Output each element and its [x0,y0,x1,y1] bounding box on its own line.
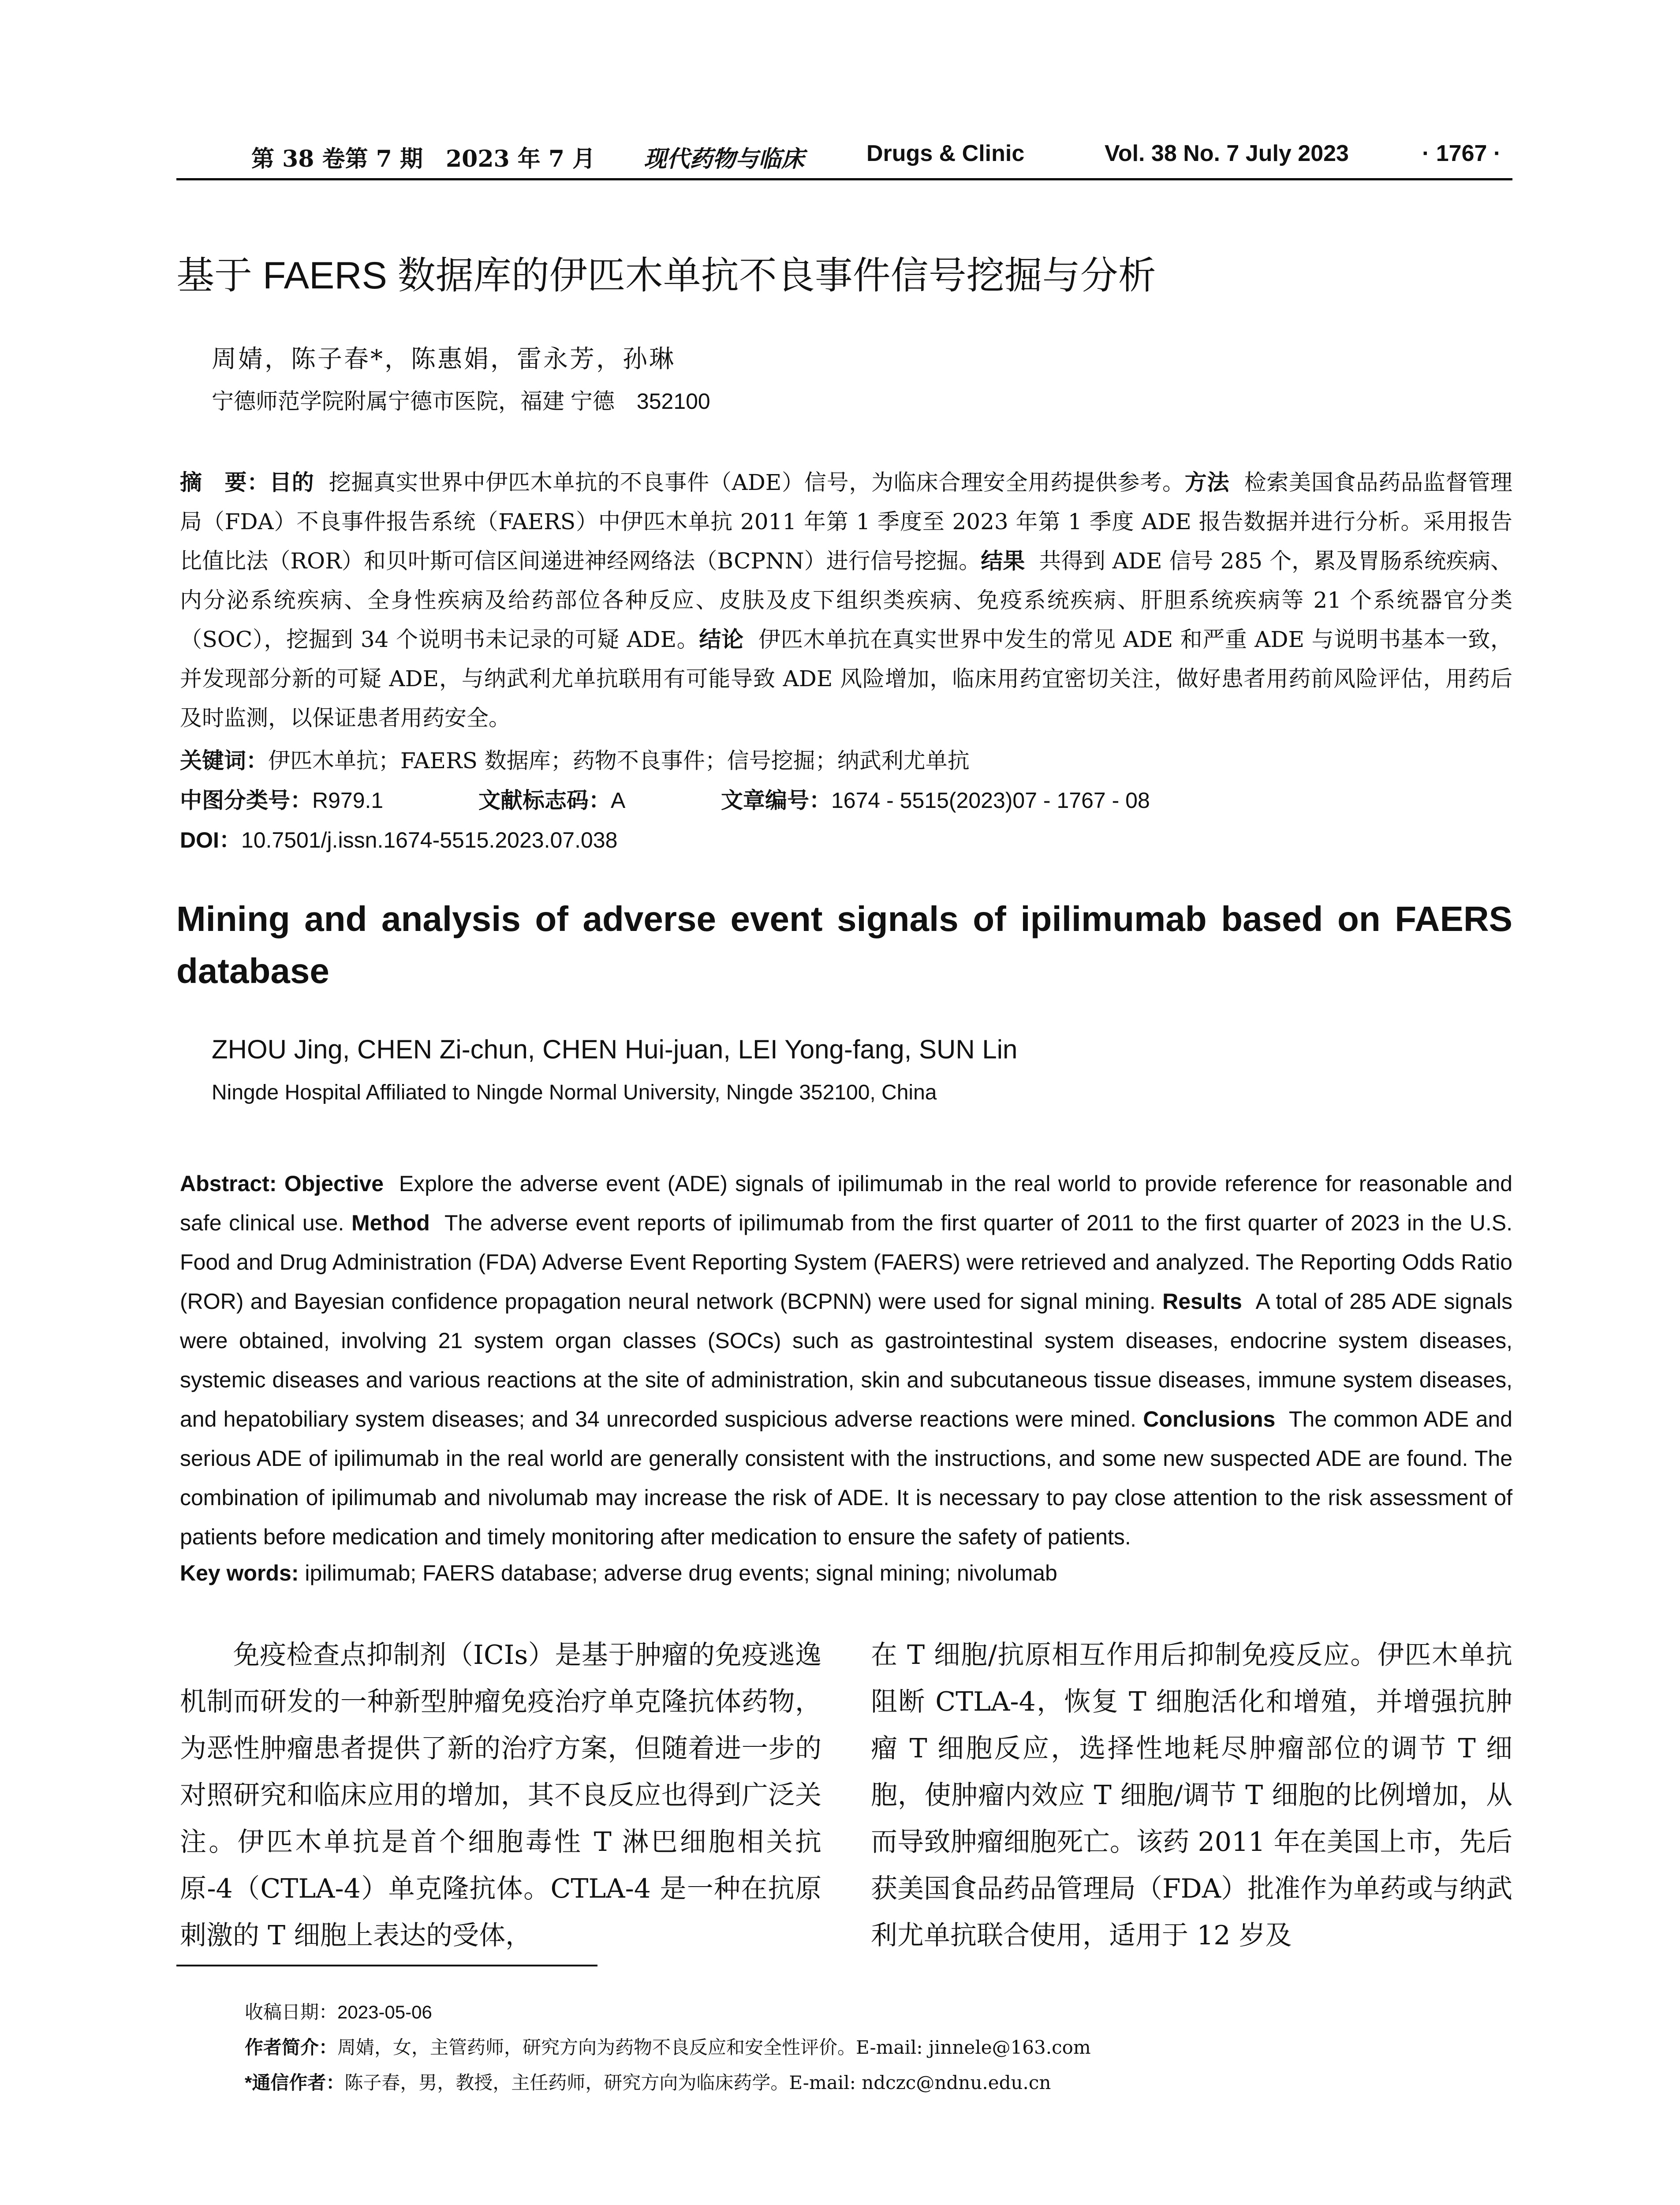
doi-value: 10.7501/j.issn.1674-5515.2023.07.038 [241,828,618,852]
author-bio-label: 作者简介： [245,2037,338,2058]
footnote-author [245,2033,1091,2059]
header-volume-cn: 第 38 卷第 7 期 2023 年 7 月 [251,146,596,172]
abstract-en-method-label: Method [351,1211,430,1235]
abstract-en-conclusion: The common ADE and serious ADE of ipilimumab in the real world are generally consistent with the instructions, and some new suspected ADE are found. The combination of ipilimumab and nivolumab may increase the risk of ADE. It is necessary to pay close attention to the risk assessment of patients before medication and timely monitoring after medication to ensure the safety of patients. [180,1407,1512,1549]
abstract-en [180,1164,1512,1557]
abstract-en-results-label: Results [1162,1289,1242,1314]
keywords-cn: 伊匹木单抗；FAERS 数据库；药物不良事件；信号挖掘；纳武利尤单抗 [268,748,970,774]
abstract-cn-conclusion: 伊匹木单抗在真实世界中发生的常见 ADE 和严重 ADE 与说明书基本一致，并发现部分新的可疑 ADE，与纳武利尤单抗联用有可能导致 ADE 风险增加，临床用药宜密切关注，做好患者用药前风险评估，用药后及时监测，以保证患者用药安全。 [180,627,1512,731]
keywords-en-line [180,1560,1057,1586]
author-bio: 周婧，女，主管药师，研究方向为药物不良反应和安全性评价。E-mail: jinnele@163.com [337,2037,1091,2058]
article-number-label: 文章编号： [721,788,831,813]
header-page-number: · 1767 · [1422,141,1501,166]
abstract-en-results: A total of 285 ADE signals were obtained, involving 21 system organ classes (SOCs) such as gastrointestinal system diseases, endocrine system diseases, systemic diseases and various reactions at the site of administration, skin and subcutaneous tissue diseases, immune system diseases, and hepatobiliary system diseases; and 34 unrecorded suspicious adverse reactions were mined. [180,1289,1512,1431]
article-number-line [721,783,1150,815]
classification-line [180,783,383,815]
abstract-cn-results-label: 结果 [981,549,1025,573]
abstract-en-objective-label: Objective [284,1171,384,1196]
header-volume-en: Vol. 38 No. 7 July 2023 [1105,141,1349,166]
header-rule [176,178,1512,180]
corresponding-author: 陈子春，男，教授，主任药师，研究方向为临床药学。E-mail: ndczc@ndnu.edu.cn [344,2072,1051,2093]
keywords-en: ipilimumab; FAERS database; adverse drug events; signal mining; nivolumab [305,1561,1057,1585]
keywords-en-label: Key words: [180,1561,299,1585]
abstract-cn-results: 共得到 ADE 信号 285 个，累及胃肠系统疾病、内分泌系统疾病、全身性疾病及给药部位各种反应、皮肤及皮下组织类疾病、免疫系统疾病、肝胆系统疾病等 21 个系统器官分类（SOC），挖掘到 34 个说明书未记录的可疑 ADE。 [180,548,1512,652]
abstract-cn-conclusion-label: 结论 [699,627,744,652]
affiliation-cn: 宁德师范学院附属宁德市医院，福建 宁德 352100 [212,389,710,414]
received-date: 2023-05-06 [337,2002,432,2022]
footnote-corresponding [245,2068,1051,2095]
abstract-en-method: The adverse event reports of ipilimumab from the first quarter of 2011 to the first quarter of 2023 in the U.S. Food and Drug Administration (FDA) Adverse Event Reporting System (FAERS) were retrieved and analyzed. The Reporting Odds Ratio (ROR) and Bayesian confidence propagation neural network (BCPNN) were used for signal mining. [180,1211,1512,1314]
authors-cn: 周婧，陈子春*，陈惠娟，雷永芳，孙琳 [212,345,676,374]
authors-en: ZHOU Jing, CHEN Zi-chun, CHEN Hui-juan, LEI Yong-fang, SUN Lin [212,1035,1018,1064]
abstract-cn-objective-label: 目的 [269,470,314,495]
doi-label: DOI： [180,828,241,852]
body-left-text: 免疫检查点抑制剂（ICIs）是基于肿瘤的免疫逃逸机制而研发的一种新型肿瘤免疫治疗单克隆抗体药物，为恶性肿瘤患者提供了新的治疗方案，但随着进一步的对照研究和临床应用的增加，其不良反应也得到广泛关注。伊匹木单抗是首个细胞毒性 T 淋巴细胞相关抗原-4（CTLA-4）单克隆抗体。CTLA-4 是一种在抗原刺激的 T 细胞上表达的受体， [180,1640,821,1951]
clc-value: R979.1 [312,788,384,813]
clc-label: 中图分类号： [180,788,312,813]
abstract-cn-method: 检索美国食品药品监督管理局（FDA）不良事件报告系统（FAERS）中伊匹木单抗 2011 年第 1 季度至 2023 年第 1 季度 ADE 报告数据并进行分析。采用报告比值比法（ROR）和贝叶斯可信区间递进神经网络法（BCPNN）进行信号挖掘。 [180,470,1513,574]
abstract-cn [180,463,1512,738]
article-number-value: 1674 - 5515(2023)07 - 1767 - 08 [831,788,1150,813]
body-right-text: 在 T 细胞/抗原相互作用后抑制免疫反应。伊匹木单抗阻断 CTLA-4，恢复 T 细胞活化和增殖，并增强抗肿瘤 T 细胞反应，选择性地耗尽肿瘤部位的调节 T 细胞，使肿瘤内效应 T 细胞/调节 T 细胞的比例增加，从而导致肿瘤细胞死亡。该药 2011 年在美国上市，先后获美国食品药品管理局（FDA）批准作为单药或与纳武利尤单抗联合使用，适用于 12 岁及 [871,1640,1512,1951]
title-cn: 基于 FAERS 数据库的伊匹木单抗不良事件信号挖掘与分析 [176,254,1156,297]
doc-code-label: 文献标志码： [478,788,611,813]
header-journal-cn: 现代药物与临床 [644,146,805,172]
body-column-left [180,1632,821,1959]
doi-line [180,822,617,854]
footnote-rule [176,1965,597,1966]
abstract-cn-objective: 挖掘真实世界中伊匹木单抗的不良事件（ADE）信号，为临床合理安全用药提供参考。 [329,470,1185,495]
received-label: 收稿日期： [245,2002,338,2022]
abstract-cn-method-label: 方法 [1184,470,1230,495]
body-column-right [871,1632,1512,1959]
affiliation-en: Ningde Hospital Affiliated to Ningde Normal University, Ningde 352100, China [212,1081,937,1104]
abstract-en-objective: Explore the adverse event (ADE) signals of ipilimumab in the real world to provide reference for reasonable and safe clinical use. [180,1171,1512,1235]
header-journal-en: Drugs & Clinic [866,141,1025,166]
doc-code-value: A [611,788,626,813]
abstract-cn-label: 摘 要： [180,470,270,495]
keywords-cn-label: 关键词： [180,748,268,773]
keywords-cn-line [180,743,970,775]
title-en: Mining and analysis of adverse event signals of ipilimumab based on FAERS database [176,899,1512,990]
abstract-en-conclusion-label: Conclusions [1143,1407,1276,1431]
corresponding-label: *通信作者： [245,2072,345,2093]
footnote-received [245,1998,432,2024]
doc-code-line [478,783,625,815]
abstract-en-label: Abstract: [180,1171,277,1196]
